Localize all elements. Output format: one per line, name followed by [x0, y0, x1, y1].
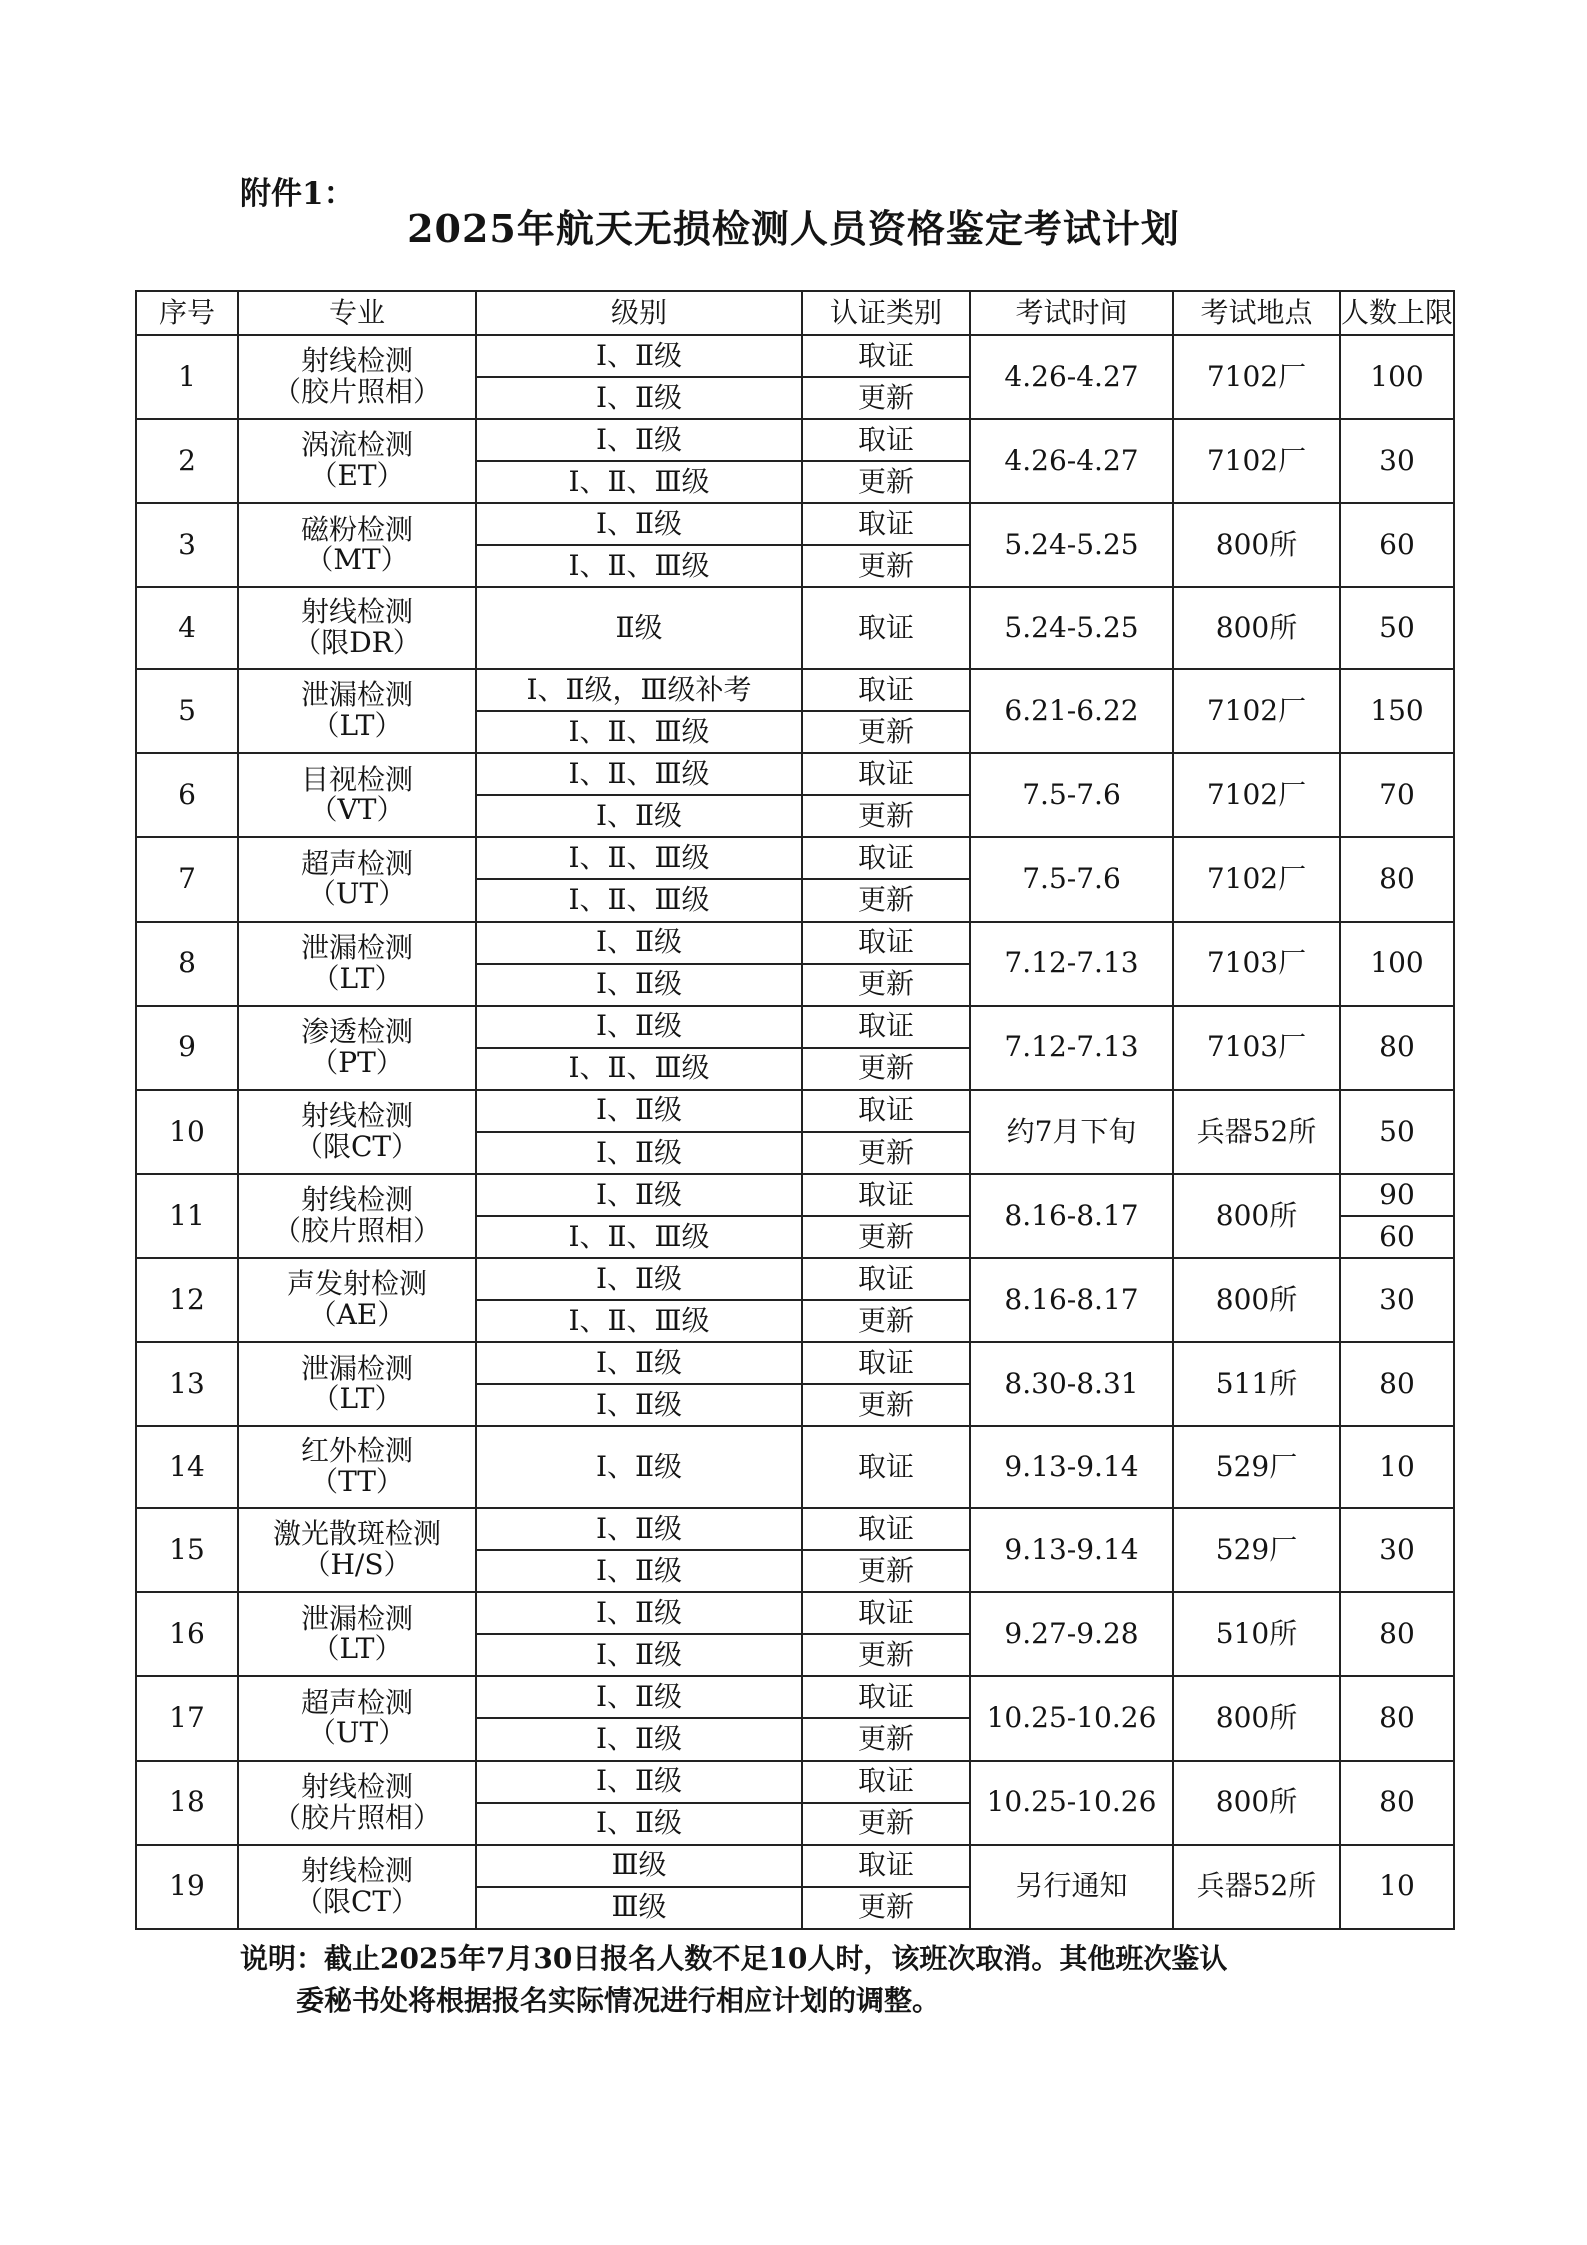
cell-cert-type: 取证	[802, 587, 970, 669]
cell-exam-time: 9.13-9.14	[970, 1426, 1173, 1508]
cell-level: Ⅰ、Ⅱ级	[476, 1006, 802, 1048]
cell-level: Ⅰ、Ⅱ级	[476, 1090, 802, 1132]
cell-cert-type: 取证	[802, 419, 970, 461]
cell-exam-time: 7.5-7.6	[970, 837, 1173, 921]
cell-cert-type: 更新	[802, 1887, 970, 1929]
cell-level: Ⅰ、Ⅱ级	[476, 503, 802, 545]
subject-method: （限DR）	[293, 626, 421, 660]
cell-no: 12	[136, 1258, 238, 1342]
cell-level: Ⅰ、Ⅱ级	[476, 1384, 802, 1426]
cell-subject	[238, 753, 476, 837]
cell-level: Ⅰ、Ⅱ、Ⅲ级	[476, 461, 802, 503]
cell-exam-time: 9.13-9.14	[970, 1508, 1173, 1592]
cell-capacity: 80	[1340, 1592, 1454, 1676]
cell-subject	[238, 1006, 476, 1090]
cell-capacity: 80	[1340, 1006, 1454, 1090]
cell-subject	[238, 1508, 476, 1592]
cell-level: Ⅰ、Ⅱ级	[476, 377, 802, 419]
cell-subject	[238, 1174, 476, 1258]
subject-method: （ET）	[309, 459, 405, 493]
table-row	[136, 335, 1454, 377]
subject-name: 磁粉检测	[300, 512, 413, 546]
cell-exam-place: 7102厂	[1173, 419, 1340, 503]
cell-cert-type: 更新	[802, 1718, 970, 1760]
cell-cert-type: 取证	[802, 1258, 970, 1300]
cell-subject	[238, 587, 476, 669]
cell-cert-type: 取证	[802, 1426, 970, 1508]
cell-exam-place: 800所	[1173, 503, 1340, 587]
subject-method: （UT）	[307, 877, 407, 911]
cell-capacity: 50	[1340, 1090, 1454, 1174]
cell-level: Ⅰ、Ⅱ级	[476, 1803, 802, 1845]
cell-exam-time: 8.16-8.17	[970, 1174, 1173, 1258]
table-row	[136, 753, 1454, 795]
table-row	[136, 1342, 1454, 1384]
subject-name: 射线检测	[300, 1769, 413, 1803]
cell-capacity: 50	[1340, 587, 1454, 669]
cell-capacity: 30	[1340, 1508, 1454, 1592]
cell-subject	[238, 1845, 476, 1929]
cell-capacity: 30	[1340, 419, 1454, 503]
cell-level: Ⅰ、Ⅱ级	[476, 419, 802, 461]
cell-subject	[238, 1676, 476, 1760]
subject-name: 射线检测	[300, 595, 413, 629]
cell-level: Ⅰ、Ⅱ级	[476, 795, 802, 837]
column-header-no: 序号	[136, 291, 238, 335]
cell-no: 2	[136, 419, 238, 503]
cell-capacity: 60	[1340, 1216, 1454, 1258]
cell-cert-type: 取证	[802, 1761, 970, 1803]
subject-method: （限CT）	[294, 1884, 420, 1918]
cell-cert-type: 取证	[802, 753, 970, 795]
subject-name: 泄漏检测	[300, 678, 413, 712]
cell-exam-place: 800所	[1173, 587, 1340, 669]
cell-cert-type: 取证	[802, 1090, 970, 1132]
cell-capacity: 100	[1340, 335, 1454, 419]
cell-level: Ⅰ、Ⅱ级，Ⅲ级补考	[476, 669, 802, 711]
column-header-capacity: 人数上限	[1340, 291, 1454, 335]
cell-cert-type: 更新	[802, 1634, 970, 1676]
subject-method: （TT）	[310, 1465, 404, 1499]
cell-level: Ⅰ、Ⅱ级	[476, 1550, 802, 1592]
cell-cert-type: 取证	[802, 1342, 970, 1384]
subject-method: （VT）	[309, 793, 405, 827]
cell-cert-type: 取证	[802, 1592, 970, 1634]
cell-cert-type: 取证	[802, 669, 970, 711]
table-row	[136, 1508, 1454, 1550]
table-row	[136, 1676, 1454, 1718]
cell-level: Ⅰ、Ⅱ级	[476, 1258, 802, 1300]
cell-cert-type: 取证	[802, 503, 970, 545]
subject-name: 红外检测	[300, 1434, 413, 1468]
cell-subject	[238, 1592, 476, 1676]
page-title: 2025年航天无损检测人员资格鉴定考试计划	[407, 206, 1180, 251]
cell-cert-type: 更新	[802, 545, 970, 587]
cell-exam-place: 800所	[1173, 1174, 1340, 1258]
cell-exam-place: 529厂	[1173, 1508, 1340, 1592]
cell-subject	[238, 922, 476, 1006]
subject-method: （LT）	[311, 1382, 403, 1416]
cell-capacity: 70	[1340, 753, 1454, 837]
cell-level: Ⅰ、Ⅱ级	[476, 1342, 802, 1384]
cell-exam-place: 7102厂	[1173, 837, 1340, 921]
subject-method: （胶片照相）	[272, 375, 441, 409]
cell-exam-place: 510所	[1173, 1592, 1340, 1676]
cell-cert-type: 更新	[802, 1132, 970, 1174]
cell-subject	[238, 419, 476, 503]
column-header-exam-place: 考试地点	[1173, 291, 1340, 335]
cell-subject	[238, 1342, 476, 1426]
cell-exam-time: 7.5-7.6	[970, 753, 1173, 837]
cell-cert-type: 取证	[802, 335, 970, 377]
table-row	[136, 1845, 1454, 1887]
table-header-row	[136, 291, 1454, 335]
column-header-subject: 专业	[238, 291, 476, 335]
cell-cert-type: 更新	[802, 1803, 970, 1845]
cell-capacity: 80	[1340, 837, 1454, 921]
subject-name: 渗透检测	[300, 1014, 413, 1048]
cell-capacity: 60	[1340, 503, 1454, 587]
cell-level: Ⅰ、Ⅱ级	[476, 1174, 802, 1216]
cell-level: Ⅲ级	[476, 1887, 802, 1929]
cell-no: 7	[136, 837, 238, 921]
cell-no: 5	[136, 669, 238, 753]
cell-exam-time: 5.24-5.25	[970, 503, 1173, 587]
cell-exam-time: 4.26-4.27	[970, 335, 1173, 419]
cell-exam-place: 800所	[1173, 1258, 1340, 1342]
cell-no: 3	[136, 503, 238, 587]
column-header-cert-type: 认证类别	[802, 291, 970, 335]
cell-level: Ⅰ、Ⅱ级	[476, 964, 802, 1006]
cell-subject	[238, 1761, 476, 1845]
subject-name: 激光散斑检测	[272, 1517, 441, 1551]
cell-exam-place: 7102厂	[1173, 753, 1340, 837]
cell-capacity: 80	[1340, 1761, 1454, 1845]
cell-cert-type: 取证	[802, 1508, 970, 1550]
cell-subject	[238, 837, 476, 921]
table-row	[136, 1258, 1454, 1300]
cell-exam-place: 兵器52所	[1173, 1090, 1340, 1174]
table-row	[136, 503, 1454, 545]
cell-exam-time: 8.16-8.17	[970, 1258, 1173, 1342]
subject-method: （H/S）	[302, 1548, 412, 1582]
subject-method: （限CT）	[294, 1129, 420, 1163]
cell-exam-time: 4.26-4.27	[970, 419, 1173, 503]
cell-no: 15	[136, 1508, 238, 1592]
table-row	[136, 1006, 1454, 1048]
column-header-exam-time: 考试时间	[970, 291, 1173, 335]
cell-level: Ⅰ、Ⅱ级	[476, 1676, 802, 1718]
cell-no: 9	[136, 1006, 238, 1090]
cell-cert-type: 更新	[802, 879, 970, 921]
cell-exam-place: 兵器52所	[1173, 1845, 1340, 1929]
cell-exam-time: 8.30-8.31	[970, 1342, 1173, 1426]
subject-method: （胶片照相）	[272, 1214, 441, 1248]
table-body	[136, 335, 1454, 1929]
table-row	[136, 1761, 1454, 1803]
cell-level: Ⅰ、Ⅱ级	[476, 1592, 802, 1634]
cell-exam-time: 7.12-7.13	[970, 922, 1173, 1006]
cell-capacity: 100	[1340, 922, 1454, 1006]
cell-cert-type: 取证	[802, 922, 970, 964]
cell-capacity: 30	[1340, 1258, 1454, 1342]
cell-level: Ⅰ、Ⅱ、Ⅲ级	[476, 837, 802, 879]
cell-capacity: 80	[1340, 1342, 1454, 1426]
cell-subject	[238, 335, 476, 419]
cell-level: Ⅰ、Ⅱ级	[476, 922, 802, 964]
cell-subject	[238, 1090, 476, 1174]
cell-cert-type: 取证	[802, 837, 970, 879]
cell-level: Ⅰ、Ⅱ级	[476, 1132, 802, 1174]
cell-level: Ⅲ级	[476, 1845, 802, 1887]
subject-method: （LT）	[311, 709, 403, 743]
cell-level: Ⅰ、Ⅱ级	[476, 1718, 802, 1760]
cell-cert-type: 更新	[802, 964, 970, 1006]
cell-no: 13	[136, 1342, 238, 1426]
cell-exam-place: 7102厂	[1173, 669, 1340, 753]
cell-cert-type: 更新	[802, 461, 970, 503]
cell-cert-type: 取证	[802, 1676, 970, 1718]
cell-exam-time: 10.25-10.26	[970, 1761, 1173, 1845]
subject-name: 超声检测	[300, 846, 413, 880]
cell-level: Ⅰ、Ⅱ级	[476, 1634, 802, 1676]
cell-cert-type: 更新	[802, 1550, 970, 1592]
subject-name: 泄漏检测	[300, 930, 413, 964]
cell-level: Ⅰ、Ⅱ、Ⅲ级	[476, 1048, 802, 1090]
cell-exam-place: 7103厂	[1173, 1006, 1340, 1090]
cell-no: 6	[136, 753, 238, 837]
table-row	[136, 587, 1454, 669]
attachment-label: 附件1：	[240, 176, 355, 212]
table-row	[136, 419, 1454, 461]
footnote	[240, 1938, 1370, 2022]
exam-plan-table	[135, 290, 1455, 1930]
subject-method: （LT）	[311, 961, 403, 995]
cell-level: Ⅰ、Ⅱ级	[476, 335, 802, 377]
cell-subject	[238, 669, 476, 753]
cell-cert-type: 更新	[802, 1216, 970, 1258]
subject-method: （LT）	[311, 1632, 403, 1666]
cell-exam-time: 约7月下旬	[970, 1090, 1173, 1174]
subject-method: （PT）	[310, 1045, 404, 1079]
cell-level: Ⅰ、Ⅱ级	[476, 1508, 802, 1550]
cell-exam-place: 800所	[1173, 1761, 1340, 1845]
cell-level: Ⅰ、Ⅱ、Ⅲ级	[476, 545, 802, 587]
cell-no: 18	[136, 1761, 238, 1845]
table-row	[136, 669, 1454, 711]
cell-capacity: 10	[1340, 1426, 1454, 1508]
subject-method: （MT）	[305, 543, 409, 577]
cell-exam-place: 7103厂	[1173, 922, 1340, 1006]
cell-subject	[238, 503, 476, 587]
cell-exam-time: 9.27-9.28	[970, 1592, 1173, 1676]
subject-name: 声发射检测	[286, 1267, 427, 1301]
subject-name: 泄漏检测	[300, 1601, 413, 1635]
cell-cert-type: 取证	[802, 1006, 970, 1048]
subject-name: 目视检测	[300, 762, 413, 796]
cell-no: 19	[136, 1845, 238, 1929]
cell-cert-type: 更新	[802, 1300, 970, 1342]
cell-cert-type: 更新	[802, 1384, 970, 1426]
cell-no: 4	[136, 587, 238, 669]
cell-exam-place: 511所	[1173, 1342, 1340, 1426]
subject-name: 泄漏检测	[300, 1351, 413, 1385]
cell-cert-type: 取证	[802, 1845, 970, 1887]
cell-exam-time: 10.25-10.26	[970, 1676, 1173, 1760]
subject-name: 涡流检测	[300, 428, 413, 462]
cell-subject	[238, 1426, 476, 1508]
cell-level: Ⅰ、Ⅱ级	[476, 1761, 802, 1803]
subject-name: 射线检测	[300, 1099, 413, 1133]
cell-cert-type: 更新	[802, 795, 970, 837]
cell-exam-time: 7.12-7.13	[970, 1006, 1173, 1090]
cell-exam-time: 另行通知	[970, 1845, 1173, 1929]
table-row	[136, 1592, 1454, 1634]
subject-name: 射线检测	[300, 1183, 413, 1217]
cell-exam-time: 6.21-6.22	[970, 669, 1173, 753]
cell-level: Ⅰ、Ⅱ、Ⅲ级	[476, 1300, 802, 1342]
cell-no: 1	[136, 335, 238, 419]
cell-no: 17	[136, 1676, 238, 1760]
cell-level: Ⅰ、Ⅱ级	[476, 1426, 802, 1508]
cell-exam-place: 7102厂	[1173, 335, 1340, 419]
subject-method: （UT）	[307, 1716, 407, 1750]
cell-level: Ⅰ、Ⅱ、Ⅲ级	[476, 879, 802, 921]
subject-method: （AE）	[308, 1298, 406, 1332]
footnote-line-1: 说明：截止2025年7月30日报名人数不足10人时，该班次取消。其他班次鉴认	[240, 1942, 1228, 1975]
footnote-line-2: 委秘书处将根据报名实际情况进行相应计划的调整。	[296, 1984, 941, 2017]
cell-cert-type: 更新	[802, 711, 970, 753]
cell-level: Ⅰ、Ⅱ、Ⅲ级	[476, 711, 802, 753]
cell-no: 16	[136, 1592, 238, 1676]
table-row	[136, 1090, 1454, 1132]
cell-subject	[238, 1258, 476, 1342]
cell-cert-type: 更新	[802, 1048, 970, 1090]
cell-cert-type: 取证	[802, 1174, 970, 1216]
cell-capacity: 90	[1340, 1174, 1454, 1216]
cell-no: 14	[136, 1426, 238, 1508]
cell-capacity: 150	[1340, 669, 1454, 753]
cell-cert-type: 更新	[802, 377, 970, 419]
cell-exam-place: 800所	[1173, 1676, 1340, 1760]
cell-level: Ⅰ、Ⅱ、Ⅲ级	[476, 753, 802, 795]
cell-level: Ⅰ、Ⅱ、Ⅲ级	[476, 1216, 802, 1258]
subject-name: 超声检测	[300, 1685, 413, 1719]
subject-name: 射线检测	[300, 344, 413, 378]
subject-name: 射线检测	[300, 1854, 413, 1888]
table-row	[136, 837, 1454, 879]
column-header-level: 级别	[476, 291, 802, 335]
cell-capacity: 10	[1340, 1845, 1454, 1929]
table-row	[136, 1426, 1454, 1508]
cell-level: Ⅱ级	[476, 587, 802, 669]
cell-exam-place: 529厂	[1173, 1426, 1340, 1508]
subject-method: （胶片照相）	[272, 1800, 441, 1834]
table-row	[136, 922, 1454, 964]
cell-exam-time: 5.24-5.25	[970, 587, 1173, 669]
cell-no: 11	[136, 1174, 238, 1258]
cell-no: 8	[136, 922, 238, 1006]
cell-no: 10	[136, 1090, 238, 1174]
cell-capacity: 80	[1340, 1676, 1454, 1760]
table-row	[136, 1174, 1454, 1216]
